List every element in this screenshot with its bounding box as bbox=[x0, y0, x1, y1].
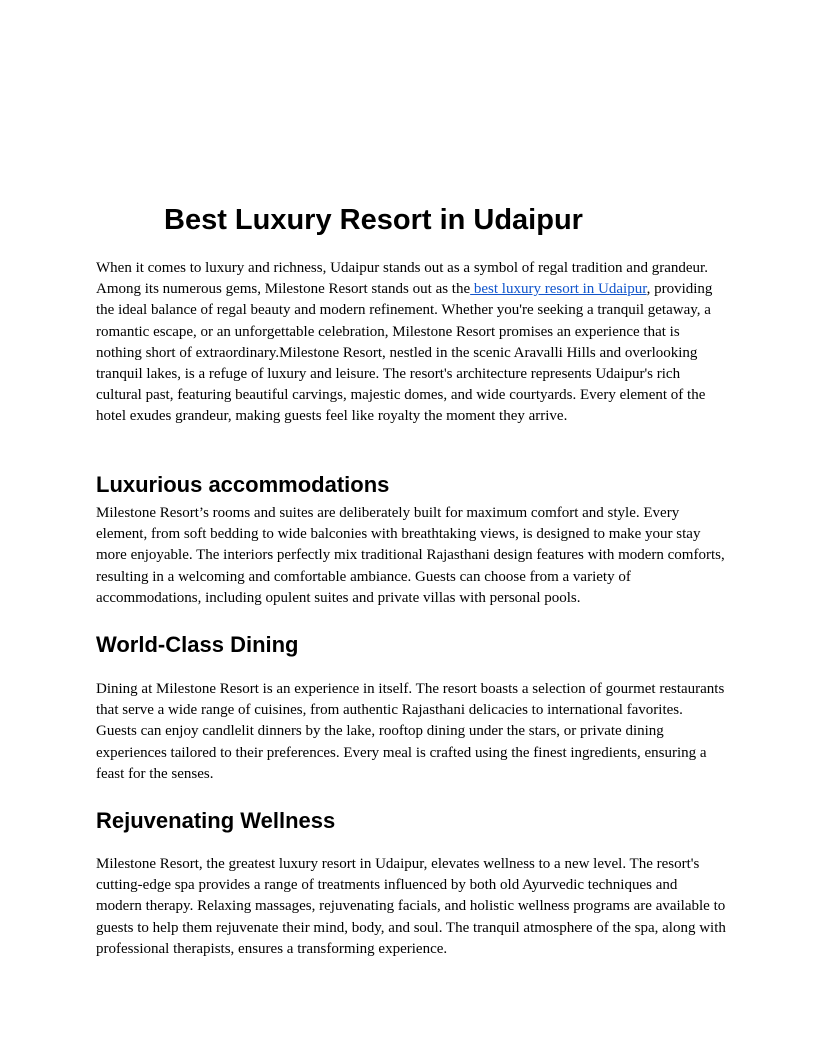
section-heading-dining: World-Class Dining bbox=[96, 632, 299, 657]
section-body-wellness: Milestone Resort, the greatest luxury resort in Udaipur, elevates wellness to a new level. The resort's cutting-edge spa provides a range of treatments influenced by both old Ayurvedic techniques and modern therapy. Relaxing massages, rejuvenating facials, and holistic wellness programs are available to guests to help them rejuvenate their mind, body, and soul. The tranquil atmosphere of the spa, along with professional therapists, ensures a transforming experience. bbox=[96, 856, 726, 957]
section-body-accommodations: Milestone Resort’s rooms and suites are deliberately built for maximum comfort and style. Every element, from soft bedding to wide balconies with breathtaking views, is designed to make your stay more enjoyable. The interiors perfectly mix traditional Rajasthani design features with modern comforts, resulting in a welcoming and comfortable ambiance. Guests can choose from a variety of accommodations, including opulent suites and private villas with personal pools. bbox=[96, 505, 725, 606]
intro-text-before-link: When it comes to luxury and richness, Udaipur stands out as a symbol of regal tradition and grandeur. Among its numerous gems, Milestone Resort stands out as the bbox=[96, 260, 708, 298]
section-heading-accommodations: Luxurious accommodations bbox=[96, 472, 390, 497]
best-luxury-resort-link[interactable]: best luxury resort in Udaipur bbox=[470, 281, 647, 298]
page-title: Best Luxury Resort in Udaipur bbox=[164, 204, 583, 236]
intro-text-after-link: , providing the ideal balance of regal beauty and modern refinement. Whether you're seeking a tranquil getaway, a romantic escape, or an unforgettable celebration, Milestone Resort promises an experience that is nothing short of extraordinary.Milestone Resort, nestled in the scenic Aravalli Hills and overlooking tranquil lakes, is a refuge of luxury and leisure. The resort's architecture represents Udaipur's rich cultural past, featuring beautiful carvings, majestic domes, and wide courtyards. Every element of the hotel exudes grandeur, making guests feel like royalty the moment they arrive. bbox=[96, 281, 713, 425]
section-body-dining: Dining at Milestone Resort is an experience in itself. The resort boasts a selection of gourmet restaurants that serve a wide range of cuisines, from authentic Rajasthani delicacies to international favorites. Guests can enjoy candlelit dinners by the lake, rooftop dining under the stars, or private dining experiences tailored to their preferences. Every meal is crafted using the finest ingredients, ensuring a feast for the senses. bbox=[96, 681, 725, 782]
intro-paragraph bbox=[96, 258, 726, 428]
section-heading-wellness: Rejuvenating Wellness bbox=[96, 808, 336, 833]
